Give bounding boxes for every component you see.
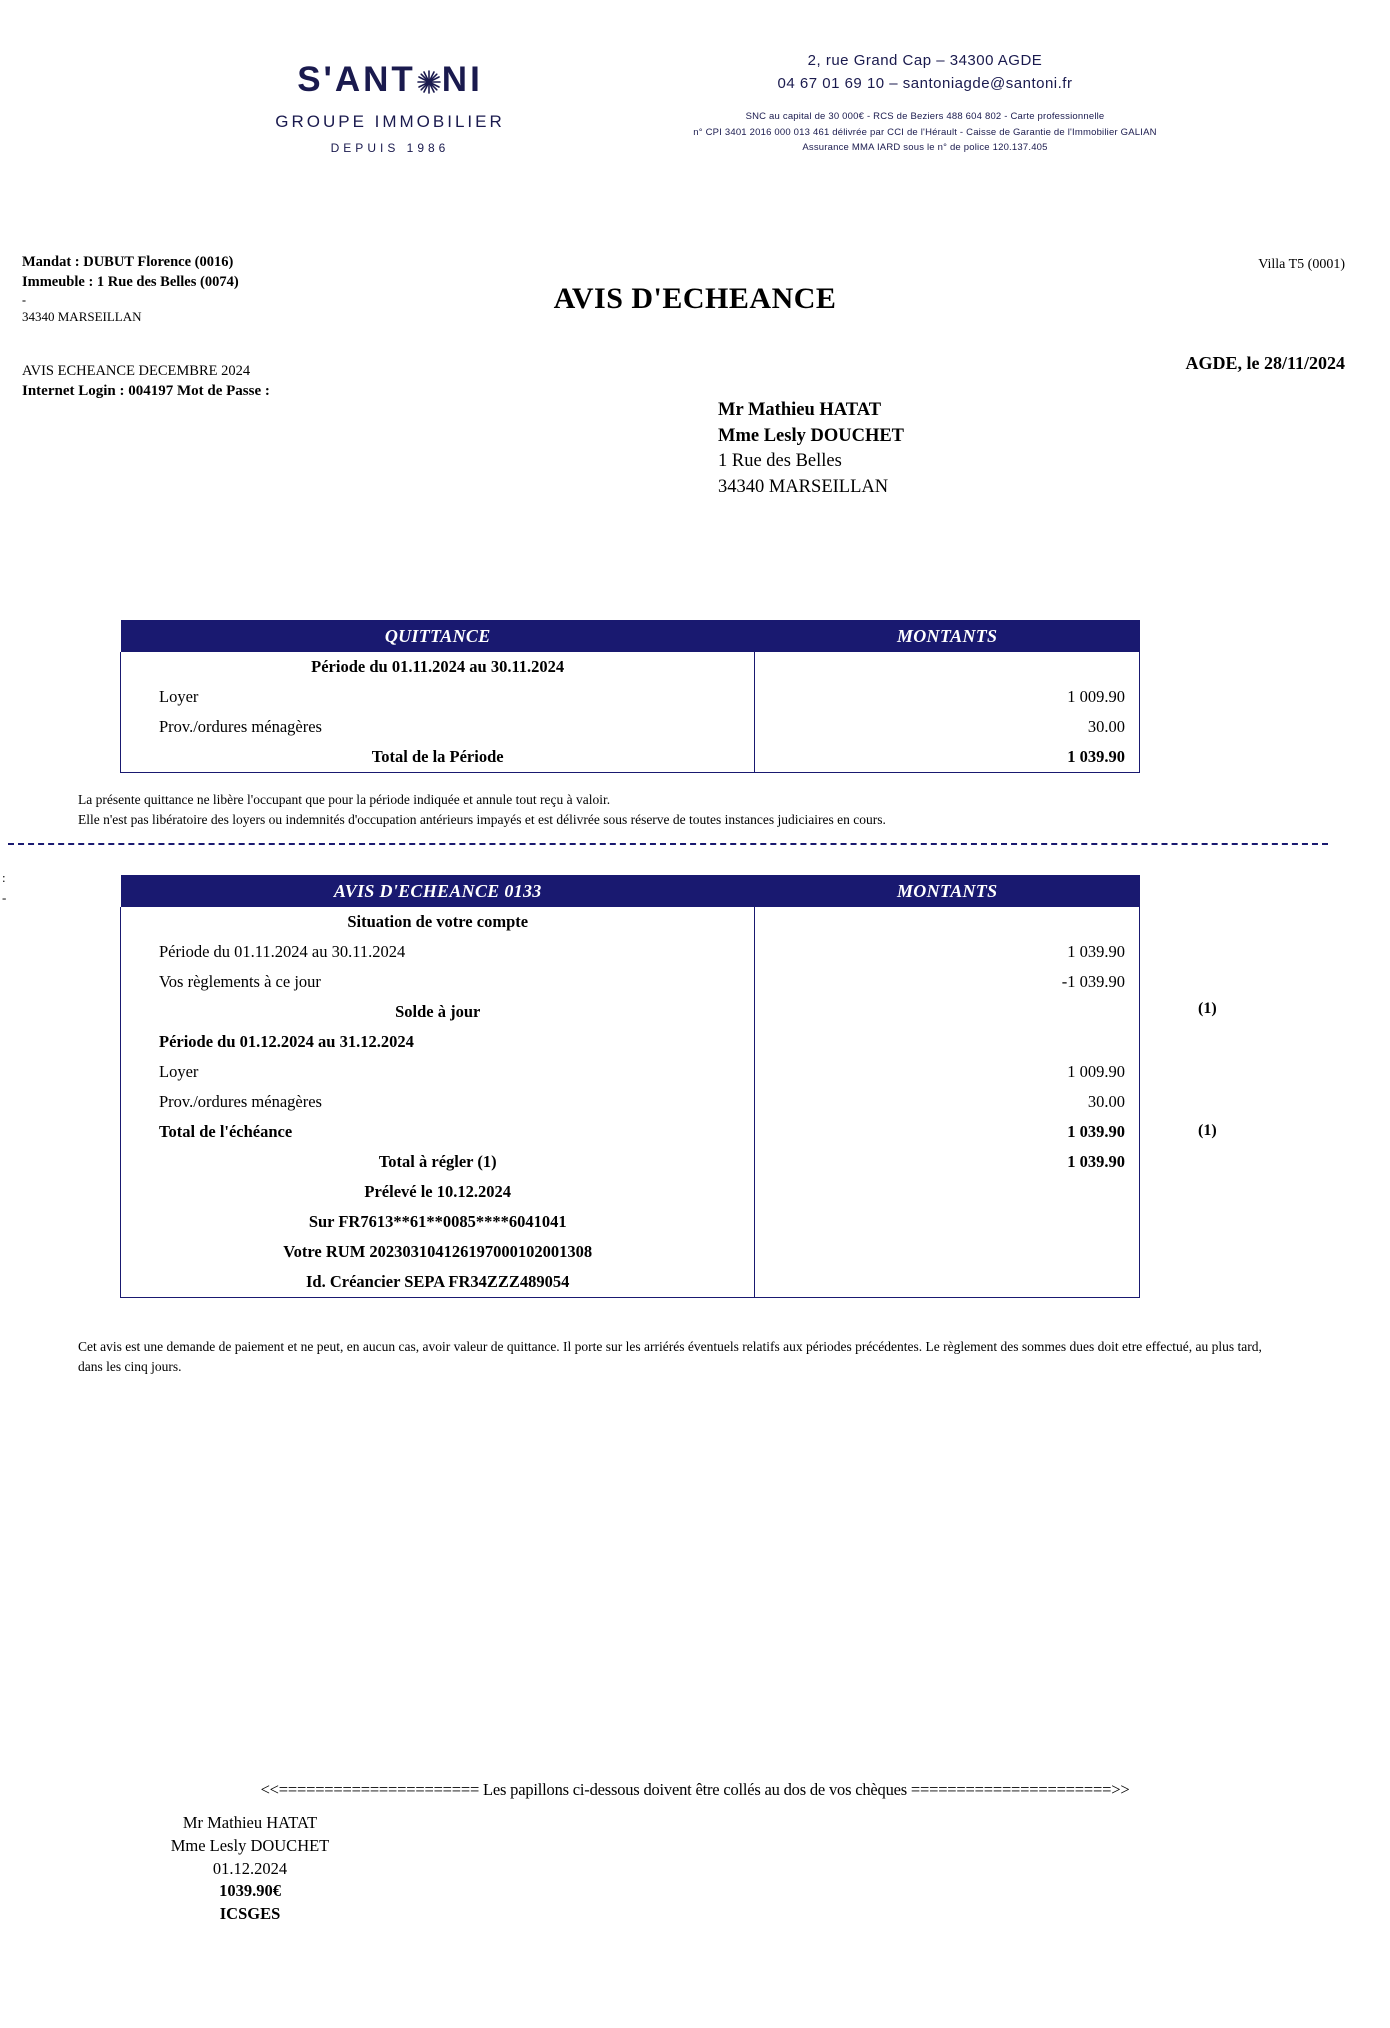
internet-login: Internet Login : 004197 Mot de Passe : — [22, 383, 270, 399]
legal-line-1: SNC au capital de 30 000€ - RCS de Beziers 488 604 802 - Carte professionnelle — [745, 111, 1105, 122]
star-burst-icon — [416, 69, 442, 95]
avis-note: Cet avis est une demande de paiement et ne peut, en aucun cas, avoir valeur de quittance. Il porte sur les arriérés éventuels relatifs aux périodes précédentes. Le règlement des sommes dues doit etre effectué, au plus tard, dans les cinq jours. — [78, 1339, 1262, 1375]
logo-text-right: NI — [441, 60, 483, 99]
avis-table — [120, 875, 1140, 1298]
avis-header-amount: MONTANTS — [755, 875, 1140, 907]
avis-period2-row-amount: 30.00 — [755, 1087, 1140, 1117]
quittance-header-desc: QUITTANCE — [121, 620, 755, 652]
table-row — [121, 967, 1140, 997]
avis-situation-title: Situation de votre compte — [121, 907, 755, 937]
quittance-row-amount: 30.00 — [755, 712, 1140, 742]
table-row — [121, 1207, 1140, 1237]
margin-mark-1: : — [2, 870, 6, 885]
immeuble-line: Immeuble : 1 Rue des Belles (0074) — [22, 273, 239, 290]
quittance-total-amount: 1 039.90 — [755, 742, 1140, 773]
avis-period2-title: Période du 01.12.2024 au 31.12.2024 — [121, 1027, 755, 1057]
table-header-row — [121, 620, 1140, 652]
table-header-row — [121, 875, 1140, 907]
logo-wordmark — [245, 60, 535, 100]
avis-period2-amount — [755, 1027, 1140, 1057]
legal-line-3: Assurance MMA IARD sous le n° de police 120.137.405 — [802, 142, 1048, 154]
footnote-marker-1: (1) — [1198, 1000, 1217, 1017]
avis-rum-amount — [755, 1237, 1140, 1267]
table-row — [121, 1267, 1140, 1298]
avis-solde-label: Solde à jour — [121, 997, 755, 1027]
table-row-total — [121, 742, 1140, 773]
avis-situation-row-amount: 1 039.90 — [755, 937, 1140, 967]
table-row — [121, 997, 1140, 1027]
avis-situation-amount — [755, 907, 1140, 937]
letterhead — [0, 50, 1390, 200]
table-row — [121, 1237, 1140, 1267]
addressee-name-2: Mme Lesly DOUCHET — [718, 425, 905, 446]
addressee-name-1: Mr Mathieu HATAT — [718, 400, 882, 420]
payment-stub — [110, 1812, 390, 1926]
footnote-marker-2: (1) — [1198, 1122, 1217, 1139]
quittance-row-amount: 1 009.90 — [755, 682, 1140, 712]
addressee-block — [718, 398, 904, 500]
avis-creancier-amount — [755, 1267, 1140, 1298]
quittance-row-label: Prov./ordures ménagères — [121, 712, 755, 742]
avis-period2-row-label: Loyer — [121, 1057, 755, 1087]
company-logo — [245, 60, 535, 155]
table-row — [121, 907, 1140, 937]
avis-solde-amount — [755, 997, 1140, 1027]
mandat-dash: - — [22, 293, 26, 308]
lot-label: Villa T5 (0001) — [1258, 257, 1345, 272]
logo-text-left: S'ANT — [297, 60, 416, 99]
avis-period-label: AVIS ECHEANCE DECEMBRE 2024 — [22, 363, 251, 379]
table-row-total — [121, 1147, 1140, 1177]
quittance-period-amount — [755, 652, 1140, 682]
legal-line-2: n° CPI 3401 2016 000 013 461 délivrée par CCI de l'Hérault - Caisse de Garantie de l'Immobilier GALIAN — [693, 126, 1157, 138]
company-legal — [680, 109, 1170, 156]
table-row — [121, 712, 1140, 742]
table-row — [121, 1087, 1140, 1117]
quittance-header-amount: MONTANTS — [755, 620, 1140, 652]
avis-header-desc: AVIS D'ECHEANCE 0133 — [121, 875, 755, 907]
papillon-instruction: <<====================== Les papillons ci-dessous doivent être collés au dos de vos chèques ======================>> — [260, 1780, 1130, 1799]
table-row-total — [121, 1117, 1140, 1147]
table-row — [121, 1177, 1140, 1207]
avis-preleve-amount — [755, 1177, 1140, 1207]
quittance-total-label: Total de la Période — [121, 742, 755, 773]
addressee-city: 34340 MARSEILLAN — [718, 476, 889, 497]
avis-preleve: Prélevé le 10.12.2024 — [121, 1177, 755, 1207]
stub-name-1: Mr Mathieu HATAT — [182, 1813, 318, 1832]
addressee-street: 1 Rue des Belles — [718, 451, 842, 472]
avis-total-regler-amount: 1 039.90 — [755, 1147, 1140, 1177]
mandat-line: Mandat : DUBUT Florence (0016) — [22, 254, 234, 270]
quittance-period-title: Période du 01.11.2024 au 30.11.2024 — [121, 652, 755, 682]
document-date: AGDE, le 28/11/2024 — [1185, 353, 1345, 373]
avis-creancier: Id. Créancier SEPA FR34ZZZ489054 — [121, 1267, 755, 1298]
avis-total-echeance-label: Total de l'échéance — [121, 1117, 755, 1147]
avis-total-echeance-amount: 1 039.90 — [755, 1117, 1140, 1147]
table-row — [121, 937, 1140, 967]
stub-name-2: Mme Lesly DOUCHET — [170, 1835, 330, 1855]
avis-situation-row-amount: -1 039.90 — [755, 967, 1140, 997]
stub-code: ICSGES — [219, 1904, 281, 1924]
table-row — [121, 652, 1140, 682]
quittance-table — [120, 620, 1140, 773]
avis-iban-amount — [755, 1207, 1140, 1237]
table-row — [121, 1027, 1140, 1057]
quittance-note-line-2: Elle n'est pas libératoire des loyers ou indemnités d'occupation antérieurs impayés et est délivrée sous réserve de toutes instances judiciaires en cours. — [78, 812, 886, 828]
logo-since: DEPUIS 1986 — [330, 141, 450, 155]
stub-date: 01.12.2024 — [212, 1858, 288, 1878]
mandat-city: 34340 MARSEILLAN — [22, 309, 142, 325]
company-address: 2, rue Grand Cap – 34300 AGDE — [807, 52, 1043, 69]
avis-situation-row-label: Période du 01.11.2024 au 30.11.2024 — [121, 937, 755, 967]
table-row — [121, 1057, 1140, 1087]
quittance-row-label: Loyer — [121, 682, 755, 712]
quittance-note-line-1: La présente quittance ne libère l'occupant que pour la période indiquée et annule tout reçu à valoir. — [78, 792, 611, 807]
avis-period2-row-amount: 1 009.90 — [755, 1057, 1140, 1087]
avis-situation-row-label: Vos règlements à ce jour — [121, 967, 755, 997]
cut-line-divider — [8, 843, 1328, 845]
avis-period2-row-label: Prov./ordures ménagères — [121, 1087, 755, 1117]
avis-total-regler-label: Total à régler (1) — [121, 1147, 755, 1177]
company-contact — [680, 50, 1170, 156]
avis-rum: Votre RUM 20230310412619700010200​1308 — [121, 1237, 755, 1267]
stub-amount: 1039.90€ — [219, 1881, 281, 1901]
margin-marks — [2, 868, 6, 907]
table-row — [121, 682, 1140, 712]
logo-tagline: GROUPE IMMOBILIER — [275, 112, 505, 131]
avis-iban: Sur FR7613**61**0085****6041041 — [121, 1207, 755, 1237]
company-phone-email: 04 67 01 69 10 – santoniagde@santoni.fr — [777, 74, 1073, 92]
margin-mark-2: - — [2, 889, 7, 905]
quittance-note — [78, 790, 1278, 831]
page-title: AVIS D'ECHEANCE — [553, 282, 837, 315]
